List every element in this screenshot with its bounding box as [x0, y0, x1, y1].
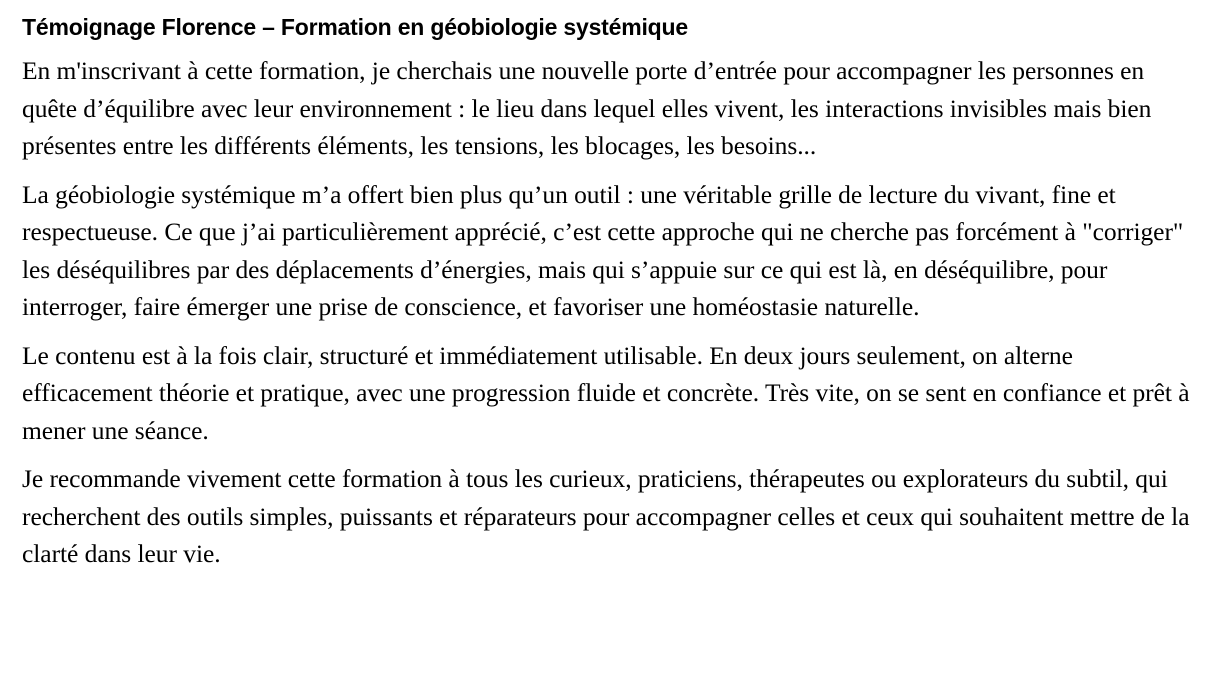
- paragraph-motivation: En m'inscrivant à cette formation, je cherchais une nouvelle porte d’entrée pour accompagner les personnes en quête d’équilibre avec leur environnement : le lieu dans lequel elles vivent, les interactions invisibles mais bien présentes entre les différents éléments, les tensions, les blocages, les besoins...: [22, 56, 1152, 160]
- paragraph-approach: La géobiologie systémique m’a offert bien plus qu’un outil : une véritable grille de lecture du vivant, fine et respectueuse. Ce que j’ai particulièrement apprécié, c’est cette approche qui ne cherche pas forcément à "corriger" les déséquilibres par des déplacements d’énergies, mais qui s’appuie sur ce qui est là, en déséquilibre, pour interroger, faire émerger une prise de conscience, et favoriser une homéostasie naturelle.: [22, 179, 1184, 321]
- paragraph-content: Le contenu est à la fois clair, structuré et immédiatement utilisable. En deux jours seulement, on alterne efficacement théorie et pratique, avec une progression fluide et concrète. Très vite, on se sent en confiance et prêt à mener une séance.: [22, 340, 1190, 445]
- testimonial-document: [22, 10, 1202, 584]
- document-title: Témoignage Florence – Formation en géobiologie systémique: [22, 14, 688, 40]
- paragraph-recommendation: Je recommande vivement cette formation à tous les curieux, praticiens, thérapeutes ou explorateurs du subtil, qui recherchent des outils simples, puissants et réparateurs pour accompagner celles et ceux qui souhaitent mettre de la clarté dans leur vie.: [22, 464, 1190, 568]
